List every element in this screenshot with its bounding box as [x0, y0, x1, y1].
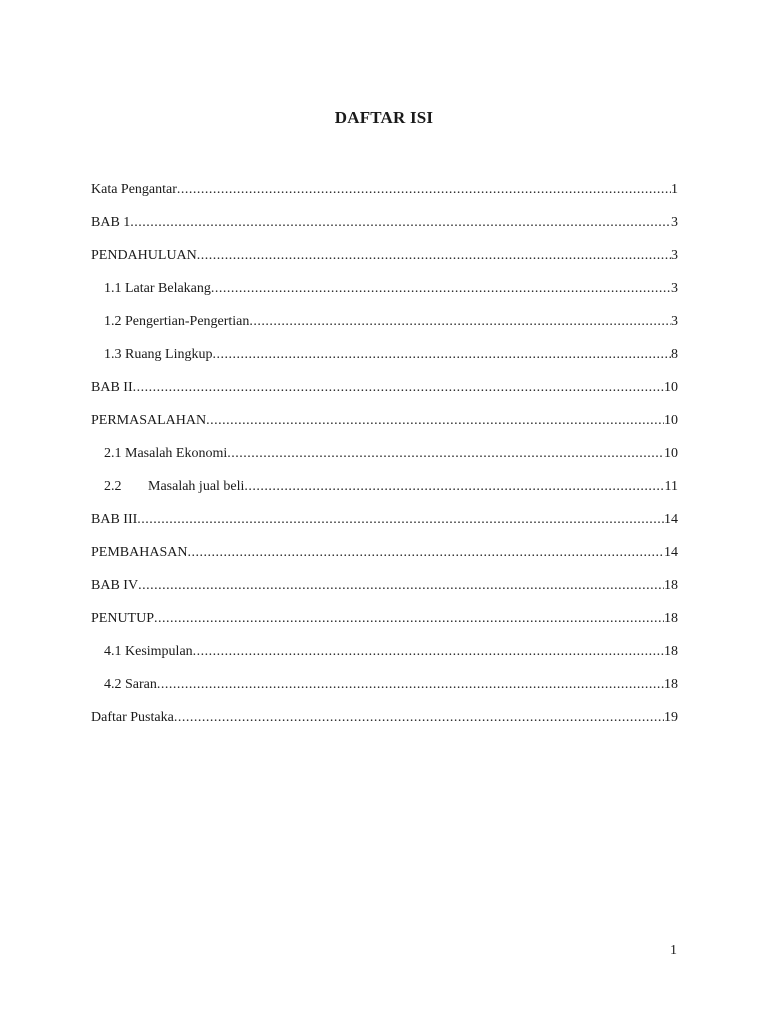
toc-entry-page: 18: [664, 578, 678, 593]
toc-entry-page: 10: [664, 380, 678, 395]
toc-entry-label: 2.1 Masalah Ekonomi: [104, 446, 228, 461]
toc-dot-leader: [174, 708, 664, 728]
toc-entry-page: 10: [664, 413, 678, 428]
toc-entry-label: 1.3 Ruang Lingkup: [104, 347, 213, 362]
toc-entry-kesimpulan[interactable]: [91, 642, 678, 675]
toc-entry-bab-1[interactable]: [91, 213, 678, 246]
toc-entry-penutup[interactable]: [91, 609, 678, 642]
toc-entry-masalah-jual-beli[interactable]: [91, 477, 678, 510]
toc-entry-kata-pengantar[interactable]: [91, 180, 678, 213]
toc-entry-page: 18: [664, 611, 678, 626]
toc-entry-text: Masalah jual beli: [148, 479, 245, 494]
toc-entry-bab-4[interactable]: [91, 576, 678, 609]
toc-entry-label: PEMBAHASAN: [91, 545, 188, 560]
toc-entry-label: 4.2 Saran: [104, 677, 157, 692]
toc-entry-label: Daftar Pustaka: [91, 710, 174, 725]
table-of-contents: [91, 180, 678, 741]
toc-entry-page: 18: [664, 644, 678, 659]
toc-entry-page: 19: [664, 710, 678, 725]
toc-entry-pengertian[interactable]: [91, 312, 678, 345]
toc-dot-leader: [249, 312, 671, 332]
toc-dot-leader: [133, 378, 664, 398]
toc-dot-leader: [193, 642, 664, 662]
toc-entry-label: PERMASALAHAN: [91, 413, 207, 428]
toc-entry-latar-belakang[interactable]: [91, 279, 678, 312]
toc-entry-label: [104, 477, 244, 497]
toc-entry-page: 18: [664, 677, 678, 692]
toc-entry-masalah-ekonomi[interactable]: [91, 444, 678, 477]
toc-dot-leader: [138, 576, 664, 596]
toc-dot-leader: [187, 543, 664, 563]
toc-entry-page: 1: [671, 182, 678, 197]
toc-entry-saran[interactable]: [91, 675, 678, 708]
toc-entry-label: 1.2 Pengertian-Pengertian: [104, 314, 250, 329]
toc-entry-page: 10: [664, 446, 678, 461]
toc-entry-label: BAB 1: [91, 215, 131, 230]
page-number: 1: [670, 943, 677, 958]
toc-entry-permasalahan[interactable]: [91, 411, 678, 444]
page-title: DAFTAR ISI: [334, 108, 434, 127]
toc-dot-leader: [130, 213, 671, 233]
toc-dot-leader: [157, 675, 664, 695]
toc-entry-number: 2.2: [104, 479, 122, 494]
toc-entry-label: BAB III: [91, 512, 138, 527]
toc-entry-label: 4.1 Kesimpulan: [104, 644, 193, 659]
toc-entry-label: BAB IV: [91, 578, 139, 593]
toc-entry-pembahasan[interactable]: [91, 543, 678, 576]
toc-entry-page: 3: [671, 281, 678, 296]
toc-dot-leader: [154, 609, 664, 629]
toc-entry-page: 14: [664, 512, 678, 527]
toc-dot-leader: [197, 246, 671, 266]
toc-entry-label: BAB II: [91, 380, 133, 395]
toc-entry-page: 3: [671, 215, 678, 230]
toc-dot-leader: [213, 345, 672, 365]
toc-entry-ruang-lingkup[interactable]: [91, 345, 678, 378]
toc-entry-page: 11: [664, 479, 678, 494]
toc-entry-label: Kata Pengantar: [91, 182, 177, 197]
toc-entry-label: 1.1 Latar Belakang: [104, 281, 211, 296]
toc-entry-label: PENDAHULUAN: [91, 248, 197, 263]
toc-dot-leader: [244, 477, 664, 497]
toc-dot-leader: [211, 279, 671, 299]
toc-dot-leader: [227, 444, 664, 464]
toc-entry-page: 3: [671, 248, 678, 263]
toc-entry-bab-2[interactable]: [91, 378, 678, 411]
toc-entry-label: PENUTUP: [91, 611, 155, 626]
toc-dot-leader: [206, 411, 664, 431]
toc-entry-page: 14: [664, 545, 678, 560]
toc-dot-leader: [137, 510, 664, 530]
toc-entry-page: 8: [671, 347, 678, 362]
toc-entry-daftar-pustaka[interactable]: [91, 708, 678, 741]
toc-entry-page: 3: [671, 314, 678, 329]
toc-entry-pendahuluan[interactable]: [91, 246, 678, 279]
toc-entry-bab-3[interactable]: [91, 510, 678, 543]
toc-dot-leader: [177, 180, 671, 200]
